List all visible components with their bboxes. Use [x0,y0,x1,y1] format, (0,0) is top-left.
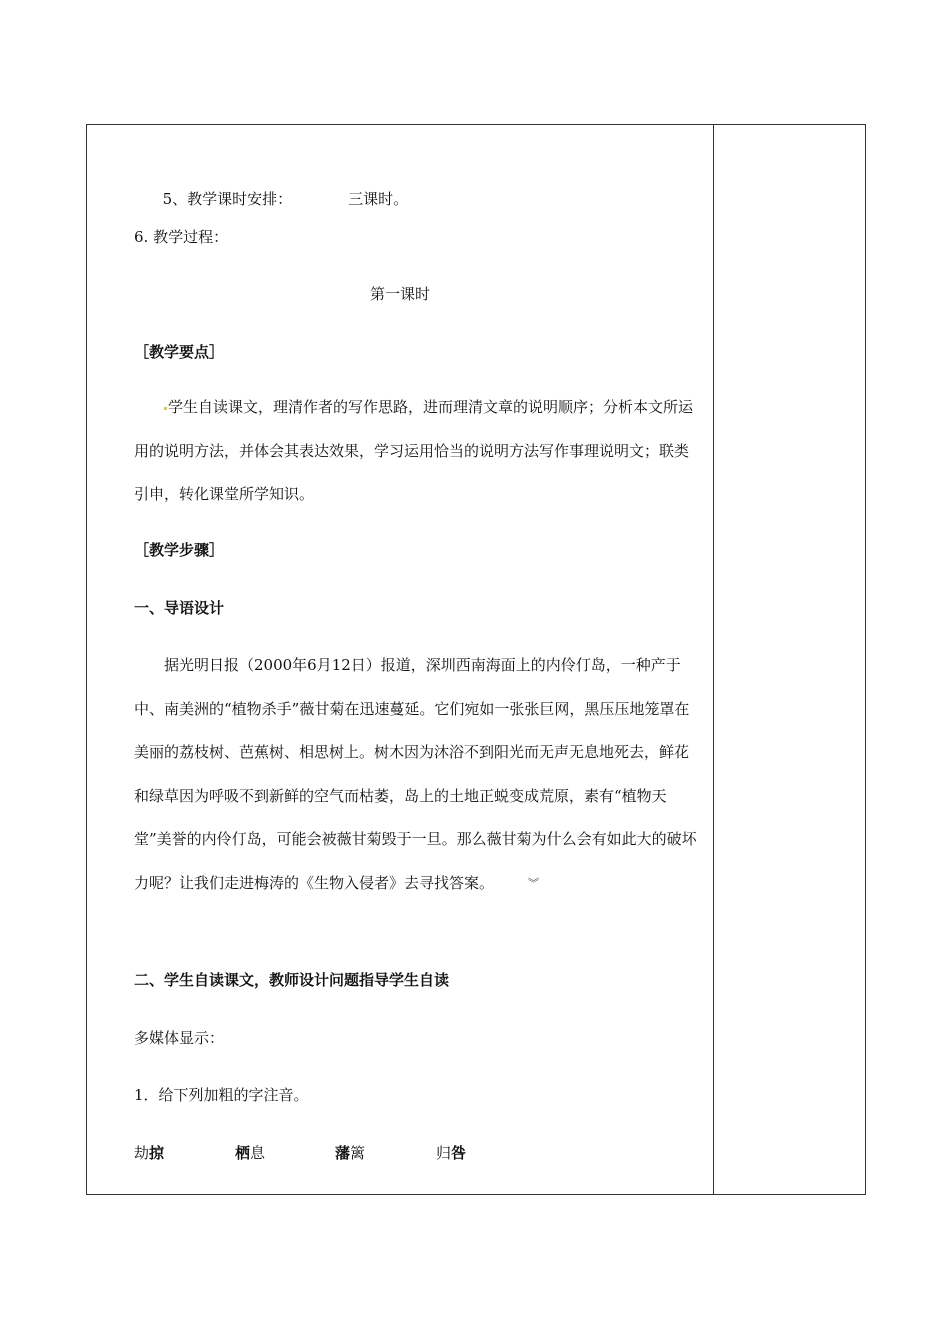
word-item: 藩篱 [335,1144,366,1162]
word-item: 栖息 [235,1144,266,1162]
section1-heading: 一、导语设计 [134,599,225,617]
process-heading: 6. 教学过程： [134,228,229,246]
word-item: 劫掠 [134,1144,165,1162]
media-label: 多媒体显示： [134,1029,225,1047]
key-points-text [134,386,702,517]
section1-text [134,644,702,905]
question-1: 1．给下列加粗的字注音。 [134,1086,309,1104]
key-points-heading: ［教学要点］ [134,343,225,361]
lesson-plan-table [86,124,866,1195]
section2-heading: 二、学生自读课文，教师设计问题指导学生自读 [134,971,450,989]
schedule-value: 三课时。 [348,190,409,208]
schedule-line [134,169,408,229]
section1-body: 据光明日报（2000年6月12日）报道，深圳西南海面上的内伶仃岛，一种产于中、南美洲的“植物杀手”薇甘菊在迅速蔓延。它们宛如一张张巨网，黑压压地笼罩在美丽的荔枝树、芭蕉树、相思树上。树木因为沐浴不到阳光而无声无息地死去，鲜花和绿草因为呼吸不到新鲜的空气而枯萎，岛上的土地正蜕变成荒原，素有“植物天堂”美誉的内伶仃岛，可能会被薇甘菊毁于一旦。那么薇甘菊为什么会有如此大的破坏力呢？让我们走进梅涛的《生物入侵者》去寻找答案。 [134,656,697,892]
margin-mark-icon [164,407,167,410]
main-content-cell [87,125,713,1194]
steps-heading: ［教学步骤］ [134,541,225,559]
schedule-label: 5、教学课时安排： [162,190,293,208]
key-points-body: 学生自读课文，理清作者的写作思路，进而理清文章的说明顺序；分析本文所运用的说明方法，并体会其表达效果，学习运用恰当的说明方法写作事理说明文；联类引申，转化课堂所学知识。 [134,398,694,503]
chevron-down-icon: ︾ [528,876,540,890]
word-item: 归咎 [436,1144,467,1162]
lesson-title: 第一课时 [369,285,430,303]
notes-cell [714,125,866,1194]
